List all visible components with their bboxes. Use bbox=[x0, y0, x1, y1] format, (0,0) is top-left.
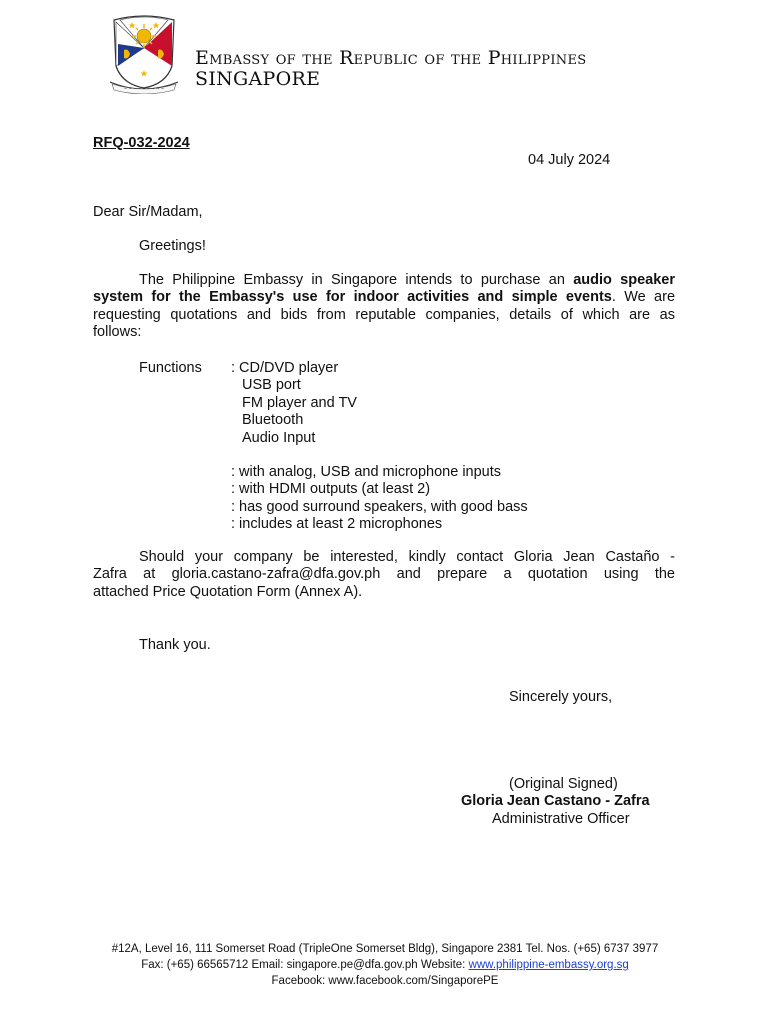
website-link[interactable]: www.philippine-embassy.org.sg bbox=[468, 959, 629, 971]
salutation: Dear Sir/Madam, bbox=[93, 204, 203, 220]
feature-item: : with analog, USB and microphone inputs bbox=[231, 464, 502, 480]
footer-contact-text: Fax: (+65) 66565712 Email: singapore.pe@dfa.gov.ph Website: bbox=[141, 959, 469, 971]
closing: Sincerely yours, bbox=[509, 689, 613, 705]
intro-bold-1: audio speaker bbox=[573, 272, 675, 288]
svg-text:~ ~ ~ ~ ~ ~ ~ ~ ~: ~ ~ ~ ~ ~ ~ ~ ~ ~ bbox=[123, 86, 165, 91]
signer-title: Administrative Officer bbox=[492, 811, 630, 827]
letterhead-embassy-name: Embassy of the Republic of the Philippines bbox=[195, 47, 587, 69]
signer-name: Gloria Jean Castano - Zafra bbox=[461, 793, 650, 809]
reference-number: RFQ-032-2024 bbox=[93, 135, 190, 151]
function-item: FM player and TV bbox=[242, 394, 357, 411]
letter-date: 04 July 2024 bbox=[528, 152, 611, 168]
function-item: Audio Input bbox=[242, 429, 316, 446]
intro-line-4: follows: bbox=[93, 324, 142, 341]
feature-item: : with HDMI outputs (at least 2) bbox=[231, 481, 431, 498]
letterhead-city: SINGAPORE bbox=[195, 68, 321, 90]
functions-label: Functions bbox=[139, 360, 202, 376]
function-item: : CD/DVD player bbox=[231, 360, 339, 376]
thank-you: Thank you. bbox=[139, 637, 211, 653]
function-item: Bluetooth bbox=[242, 412, 304, 429]
intro-paragraph bbox=[93, 272, 675, 342]
signature-note: (Original Signed) bbox=[509, 776, 618, 792]
intro-line-3: requesting quotations and bids from reputable companies, details of which are as bbox=[93, 306, 675, 323]
contact-line-2: Zafra at gloria.castano-zafra@dfa.gov.ph and prepare a quotation using the bbox=[93, 566, 675, 583]
features-list bbox=[231, 464, 528, 534]
function-item: USB port bbox=[242, 377, 301, 394]
contact-line-3: attached Price Quotation Form (Annex A). bbox=[93, 583, 363, 600]
intro-text-2: . We are bbox=[611, 289, 676, 306]
feature-item: : has good surround speakers, with good bass bbox=[231, 498, 528, 515]
footer-address: #12A, Level 16, 111 Somerset Road (TripleOne Somerset Bldg), Singapore 2381 Tel. Nos. (+65) 6737 3977 bbox=[111, 943, 659, 955]
philippine-seal-logo bbox=[106, 14, 182, 94]
contact-line-1: Should your company be interested, kindly contact Gloria Jean Castaño - bbox=[139, 549, 675, 565]
contact-paragraph bbox=[93, 549, 675, 601]
intro-bold-2: system for the Embassy's use for indoor activities and simple events bbox=[93, 289, 612, 306]
greeting: Greetings! bbox=[139, 238, 206, 254]
functions-list bbox=[231, 360, 357, 447]
feature-item: : includes at least 2 microphones bbox=[231, 516, 443, 533]
footer-facebook: Facebook: www.facebook.com/SingaporePE bbox=[271, 975, 499, 987]
intro-text-1: The Philippine Embassy in Singapore intends to purchase an bbox=[139, 272, 574, 288]
footer-contact bbox=[0, 957, 770, 974]
